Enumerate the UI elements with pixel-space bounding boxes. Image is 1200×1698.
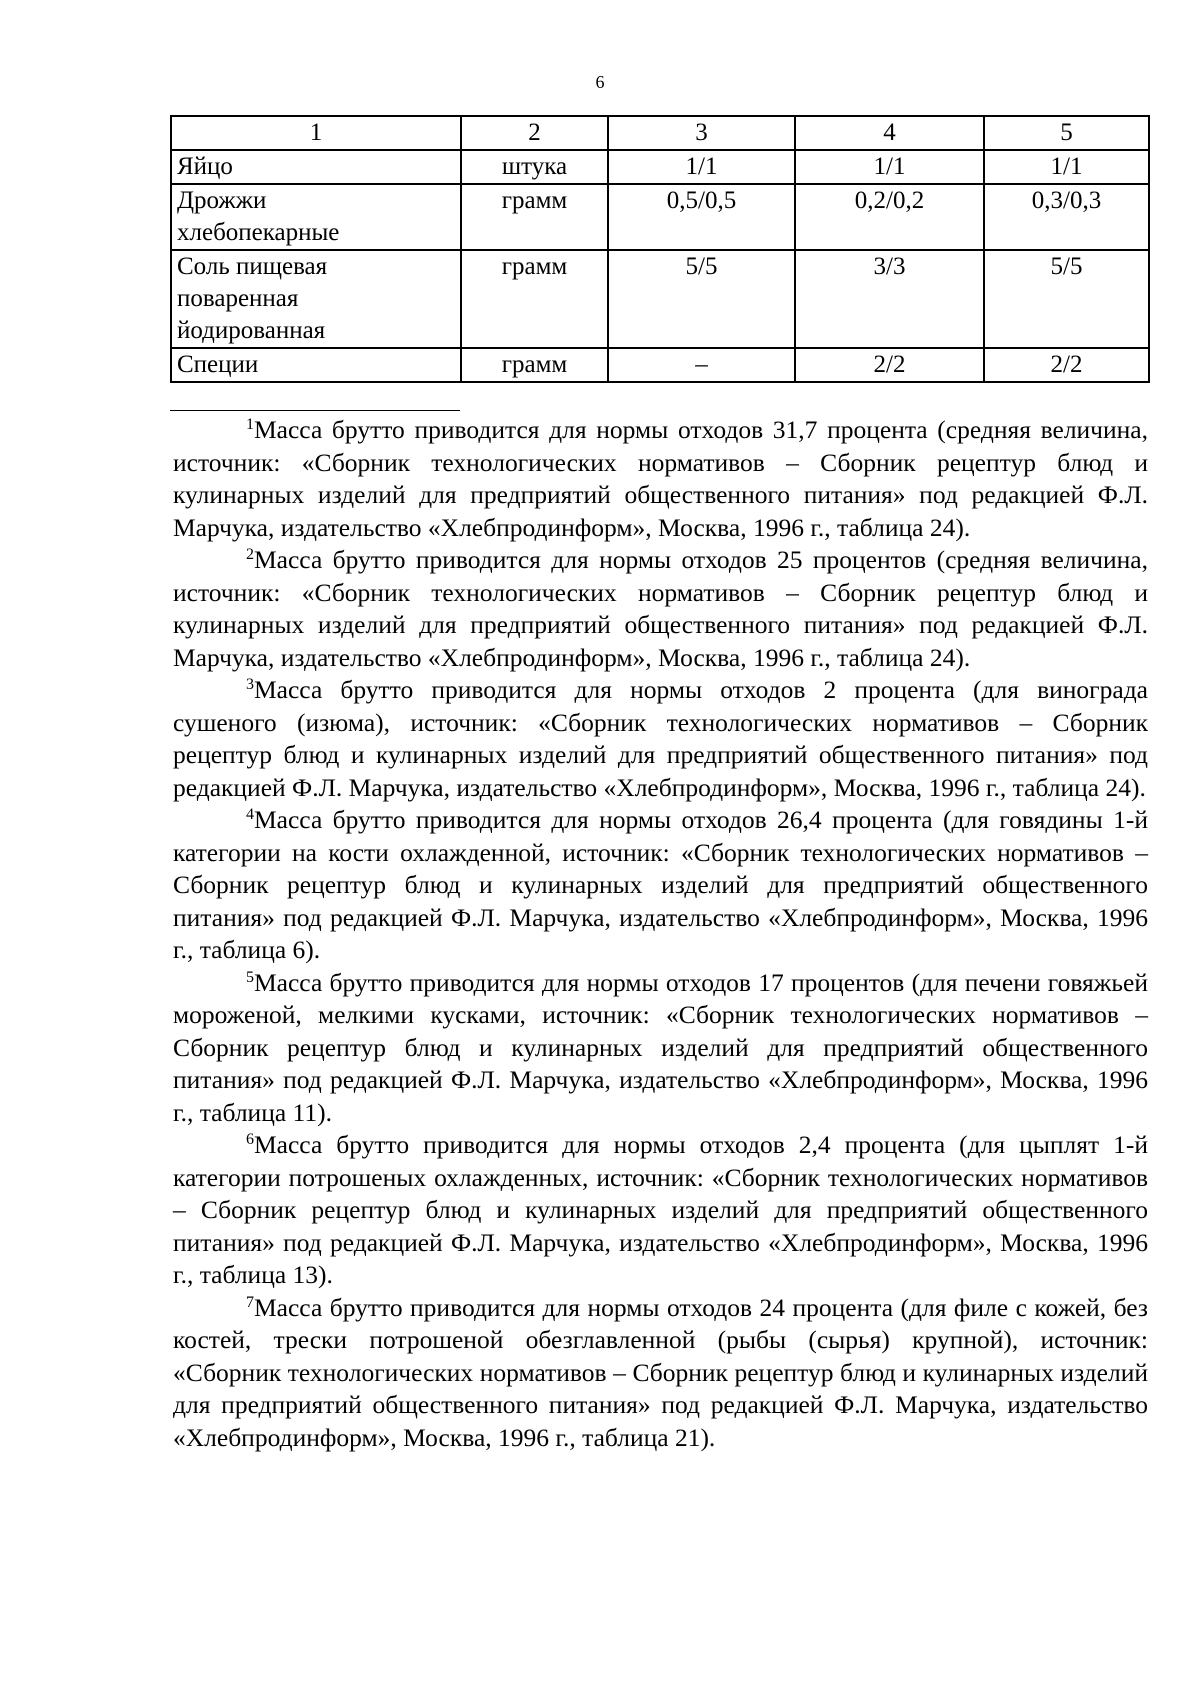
footnote-5 [173,967,1148,1130]
footnote-mark: 5 [246,968,254,986]
footnote-mark: 4 [246,806,254,823]
product-name: Соль пищевая поваренная йодированная [171,250,461,348]
header-cell-4: 4 [795,116,984,150]
product-name: Яйцо [171,150,461,184]
value-cell: 1/1 [795,150,984,184]
footnote-text: Масса брутто приводится для нормы отходов 2,4 процента (для цыплят 1-й категории потрошеных охлажденных, источник: «Сборник технологических нормативов – Сборник рецептур блюд и кулинарных изделий для предприятий общественного питания» под редакцией Ф.Л. Марчука, издательство «Хлебпродинформ», Москва, 1996 г., таблица 13). [173,1130,1148,1289]
value-cell: 2/2 [795,348,984,382]
value-cell: 0,2/0,2 [795,184,984,250]
unit-cell: грамм [461,348,608,382]
table-row [171,184,1149,250]
footnote-mark: 6 [246,1131,254,1148]
table-header-row [171,116,1149,150]
header-cell-2: 2 [461,116,608,150]
value-cell: 0,3/0,3 [984,184,1149,250]
footnote-4 [173,804,1148,967]
footnote-1 [173,414,1148,544]
footnote-7 [173,1292,1148,1455]
value-cell: 0,5/0,5 [608,184,795,250]
table-row [171,250,1149,348]
footnote-text: Масса брутто приводится для нормы отходов 26,4 процента (для говядины 1-й категории на кости охлажденной, источник: «Сборник технологических нормативов – Сборник рецептур блюд и кулинарных изделий для предприятий общественного питания» под редакцией Ф.Л. Марчука, издательство «Хлебпродинформ», Москва, 1996 г., таблица 6). [173,805,1148,964]
value-cell: 1/1 [984,150,1149,184]
footnote-separator [170,410,460,411]
unit-cell: грамм [461,184,608,250]
footnote-text: Масса брутто приводится для нормы отходов 31,7 процента (средняя величина, источник: «Сборник технологических нормативов – Сборник рецептур блюд и кулинарных изделий для предприятий общественного питания» под редакцией Ф.Л. Марчука, издательство «Хлебпродинформ», Москва, 1996 г., таблица 24). [173,415,1148,542]
page-number: 6 [595,72,605,92]
footnote-6 [173,1129,1148,1292]
header-cell-5: 5 [984,116,1149,150]
value-cell: 2/2 [984,348,1149,382]
unit-cell: штука [461,150,608,184]
header-cell-1: 1 [171,116,461,150]
footnote-2 [173,544,1148,674]
footnote-text: Масса брутто приводится для нормы отходов 17 процентов (для печени говяжьей мороженой, мелкими кусками, источник: «Сборник технологических нормативов – Сборник рецептур блюд и кулинарных изделий для предприятий общественного питания» под редакцией Ф.Л. Марчука, издательство «Хлебпродинформ», Москва, 1996 г., таблица 11). [173,967,1148,1127]
value-cell: 1/1 [608,150,795,184]
unit-cell: грамм [461,250,608,348]
product-name: Дрожжи хлебопекарные [171,184,461,250]
product-name: Специи [171,348,461,382]
table-row [171,348,1149,382]
norms-table [170,115,1150,383]
value-cell: 3/3 [795,250,984,348]
footnotes-section [173,414,1148,1454]
footnote-3 [173,674,1148,804]
header-cell-3: 3 [608,116,795,150]
footnote-text: Масса брутто приводится для нормы отходов 24 процента (для филе с кожей, без костей, трески потрошеной обезглавленной (рыбы (сырья) крупной), источник: «Сборник технологических нормативов – Сборник рецептур блюд и кулинарных изделий для предприятий общественного питания» под редакцией Ф.Л. Марчука, издательство «Хлебпродинформ», Москва, 1996 г., таблица 21). [173,1292,1148,1452]
value-cell: 5/5 [608,250,795,348]
footnote-text: Масса брутто приводится для нормы отходов 25 процентов (средняя величина, источник: «Сборник технологических нормативов – Сборник рецептур блюд и кулинарных изделий для предприятий общественного питания» под редакцией Ф.Л. Марчука, издательство «Хлебпродинформ», Москва, 1996 г., таблица 24). [173,545,1148,672]
footnote-mark: 1 [246,416,254,433]
footnote-mark: 2 [246,546,254,563]
value-cell: – [608,348,795,382]
footnote-text: Масса брутто приводится для нормы отходов 2 процента (для винограда сушеного (изюма), источник: «Сборник технологических нормативов – Сборник рецептур блюд и кулинарных изделий для предприятий общественного питания» под редакцией Ф.Л. Марчука, издательство «Хлебпродинформ», Москва, 1996 г., таблица 24). [173,675,1148,802]
footnote-mark: 3 [246,676,254,693]
table-row [171,150,1149,184]
value-cell: 5/5 [984,250,1149,348]
footnote-mark: 7 [246,1293,254,1311]
